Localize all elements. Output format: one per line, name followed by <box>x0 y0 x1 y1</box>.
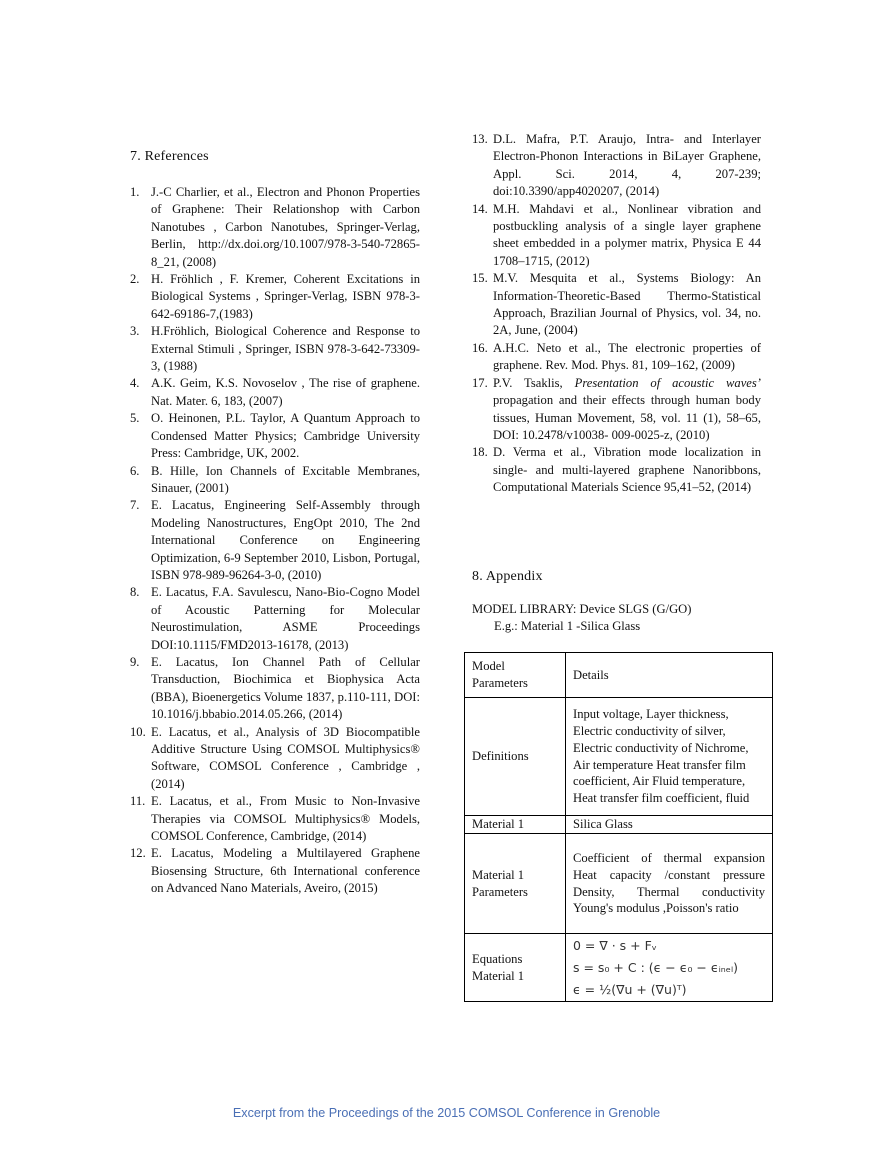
model-library-block <box>472 601 772 636</box>
reference-text: O. Heinonen, P.L. Taylor, A Quantum Approach to Condensed Matter Physics; Cambridge University Press: Cambridge, UK, 2002. <box>151 411 420 461</box>
reference-text: D. Verma et al., Vibration mode localization in single- and multi-layered graphene Nanoribbons, Computational Materials Science 95,41–52, (2014) <box>493 445 761 495</box>
equation-equilibrium: 0 = ∇ · s + Fᵥ <box>573 937 657 953</box>
reference-item <box>130 271 420 323</box>
page-footer: Excerpt from the Proceedings of the 2015 COMSOL Conference in Grenoble <box>232 1106 661 1120</box>
reference-item <box>472 270 761 340</box>
reference-item <box>130 724 420 794</box>
reference-item <box>472 340 761 375</box>
reference-text: A.K. Geim, K.S. Novoselov , The rise of graphene. Nat. Mater. 6, 183, (2007) <box>151 376 420 408</box>
reference-number: 5. <box>130 411 140 426</box>
reference-text: E. Lacatus, et al., From Music to Non-Invasive Therapies via COMSOL Multiphysics® Models, COMSOL Conference, Cambridge, (2014) <box>151 794 420 844</box>
table-cell: Material 1 Parameters <box>465 834 566 934</box>
reference-number: 3. <box>130 324 140 339</box>
reference-item <box>130 184 420 271</box>
equation-stress: s = s₀ + C : (ϵ − ϵ₀ − ϵᵢₙₑₗ) <box>573 959 738 975</box>
equation-strain: ϵ = ½(∇u + (∇u)ᵀ) <box>573 981 687 997</box>
reference-number: 2. <box>130 272 140 287</box>
table-row <box>465 698 773 816</box>
table-cell: Silica Glass <box>566 816 773 834</box>
reference-item <box>130 375 420 410</box>
reference-text-part: P.V. Tsaklis, <box>493 375 575 390</box>
reference-number: 18. <box>472 445 488 460</box>
reference-text: A.H.C. Neto et al., The electronic properties of graphene. Rev. Mod. Phys. 81, 109–162, (2009) <box>493 340 761 373</box>
reference-item <box>130 845 420 897</box>
reference-text: B. Hille, Ion Channels of Excitable Membranes, Sinauer, (2001) <box>151 463 420 495</box>
reference-number: 14. <box>472 201 488 216</box>
reference-text: D.L. Mafra, P.T. Araujo, Intra- and Interlayer Electron-Phonon Interactions in BiLayer Graphene, Appl. Sci. 2014, 4, 207-239; doi:10.3390/app4020207, (2014) <box>493 132 761 199</box>
reference-item <box>472 375 761 445</box>
reference-item <box>472 444 761 496</box>
reference-item <box>130 410 420 462</box>
references-list-left <box>130 184 420 898</box>
reference-text: M.H. Mahdavi et al., Nonlinear vibration and postbuckling analysis of a single layer graphene sheet embedded in a polymer matrix, Physica E 44 1708–1715, (2012) <box>493 201 761 268</box>
reference-number: 10. <box>130 724 146 739</box>
reference-text: H.Fröhlich, Biological Coherence and Response to External Stimuli , Springer, ISBN 978-3-642-73309-3, (1988) <box>151 324 420 374</box>
reference-number: 7. <box>130 498 140 513</box>
reference-item <box>130 584 420 654</box>
table-cell: Coefficient of thermal expansion Heat capacity /constant pressure Density, Thermal conductivity Young's modulus ,Poisson's ratio <box>566 834 773 934</box>
reference-text: M.V. Mesquita et al., Systems Biology: An Information-Theoretic-Based Thermo-Statistical Approach, Brazilian Journal of Physics, vol. 34, no. 2A, June, (2004) <box>493 271 761 338</box>
reference-number: 1. <box>130 185 140 199</box>
reference-number: 6. <box>130 463 140 478</box>
references-heading: 7. References <box>130 149 209 164</box>
reference-text: J.-C Charlier, et al., Electron and Phonon Properties of Graphene: Their Relationshop with Carbon Nanotubes , Carbon Nanotubes, Springer-Verlag, Berlin, http://dx.doi.org/10.1007/978-3-540-72865-8_21, (2008) <box>151 185 420 269</box>
model-library-example: E.g.: Material 1 -Silica Glass <box>494 619 641 634</box>
reference-item <box>130 654 420 724</box>
reference-text: E. Lacatus, Modeling a Multilayered Graphene Biosensing Structure, 6th International conference on Advanced Nano Materials, Aveiro, (2015) <box>151 846 420 896</box>
table-header-cell: Details <box>566 653 773 698</box>
equations-cell <box>566 934 773 1002</box>
reference-number: 8. <box>130 585 140 600</box>
reference-number: 16. <box>472 340 488 355</box>
reference-item <box>130 463 420 498</box>
reference-number: 9. <box>130 654 140 669</box>
appendix-heading: 8. Appendix <box>472 569 543 584</box>
reference-item <box>130 323 420 375</box>
reference-text: E. Lacatus, et al., Analysis of 3D Biocompatible Additive Structure Using COMSOL Multiphysics® Software, COMSOL Conference , Cambridge , (2014) <box>151 724 420 791</box>
table-header-cell: Model Parameters <box>465 653 566 698</box>
table-cell: Input voltage, Layer thickness, Electric conductivity of silver, Electric conductivity of Nichrome, Air temperature Heat transfer film coefficient, Air Fluid temperature, Heat transfer film coefficient, fluid <box>566 698 773 816</box>
reference-text: E. Lacatus, Ion Channel Path of Cellular Transduction, Biochimica et Biophysica Acta (BBA), Bioenergetics Volume 1837, p.110-111, DOI: 10.1016/j.bbabio.2014.05.266, (2014) <box>151 654 420 722</box>
reference-number: 13. <box>472 132 488 146</box>
table-row <box>465 834 773 934</box>
reference-item <box>472 201 761 271</box>
table-cell: Material 1 <box>465 816 566 834</box>
reference-number: 17. <box>472 375 488 390</box>
reference-item <box>130 793 420 845</box>
reference-number: 4. <box>130 376 140 391</box>
table-cell: Definitions <box>465 698 566 816</box>
reference-text: H. Fröhlich , F. Kremer, Coherent Excitations in Biological Systems , Springer-Verlag, ISBN 978-3-642-69186-7,(1983) <box>151 272 420 321</box>
table-row <box>465 934 773 1002</box>
table-row <box>465 816 773 834</box>
table-header-row <box>465 653 773 698</box>
reference-number: 11. <box>130 794 146 809</box>
reference-number: 12. <box>130 846 146 861</box>
reference-number: 15. <box>472 271 488 286</box>
model-library-title: MODEL LIBRARY: Device SLGS (G/GO) <box>472 602 692 616</box>
reference-item <box>130 497 420 584</box>
references-list-right <box>472 131 761 497</box>
reference-item <box>472 131 761 201</box>
reference-text: E. Lacatus, F.A. Savulescu, Nano-Bio-Cogno Model of Acoustic Patterning for Molecular Neurostimulation, ASME Proceedings DOI:10.1115/FMD2013-16178, (2013) <box>151 585 420 652</box>
reference-text-part: propagation and their effects through human body tissues, Human Movement, 58, vol. 11 (1), 58–65, DOI: 10.2478/v10038- 009-0025-z, (2010) <box>493 393 761 442</box>
table-cell: Equations Material 1 <box>465 934 566 1002</box>
reference-text: E. Lacatus, Engineering Self-Assembly through Modeling Nanostructures, EngOpt 2010, The 2nd International Conference on Engineering Optimization, 6-9 September 2010, Lisbon, Portugal, ISBN 978-989-96264-3-0, (2010) <box>151 498 420 582</box>
reference-italic-title: Presentation of acoustic waves’ <box>574 375 761 390</box>
model-parameters-table <box>464 652 773 1002</box>
